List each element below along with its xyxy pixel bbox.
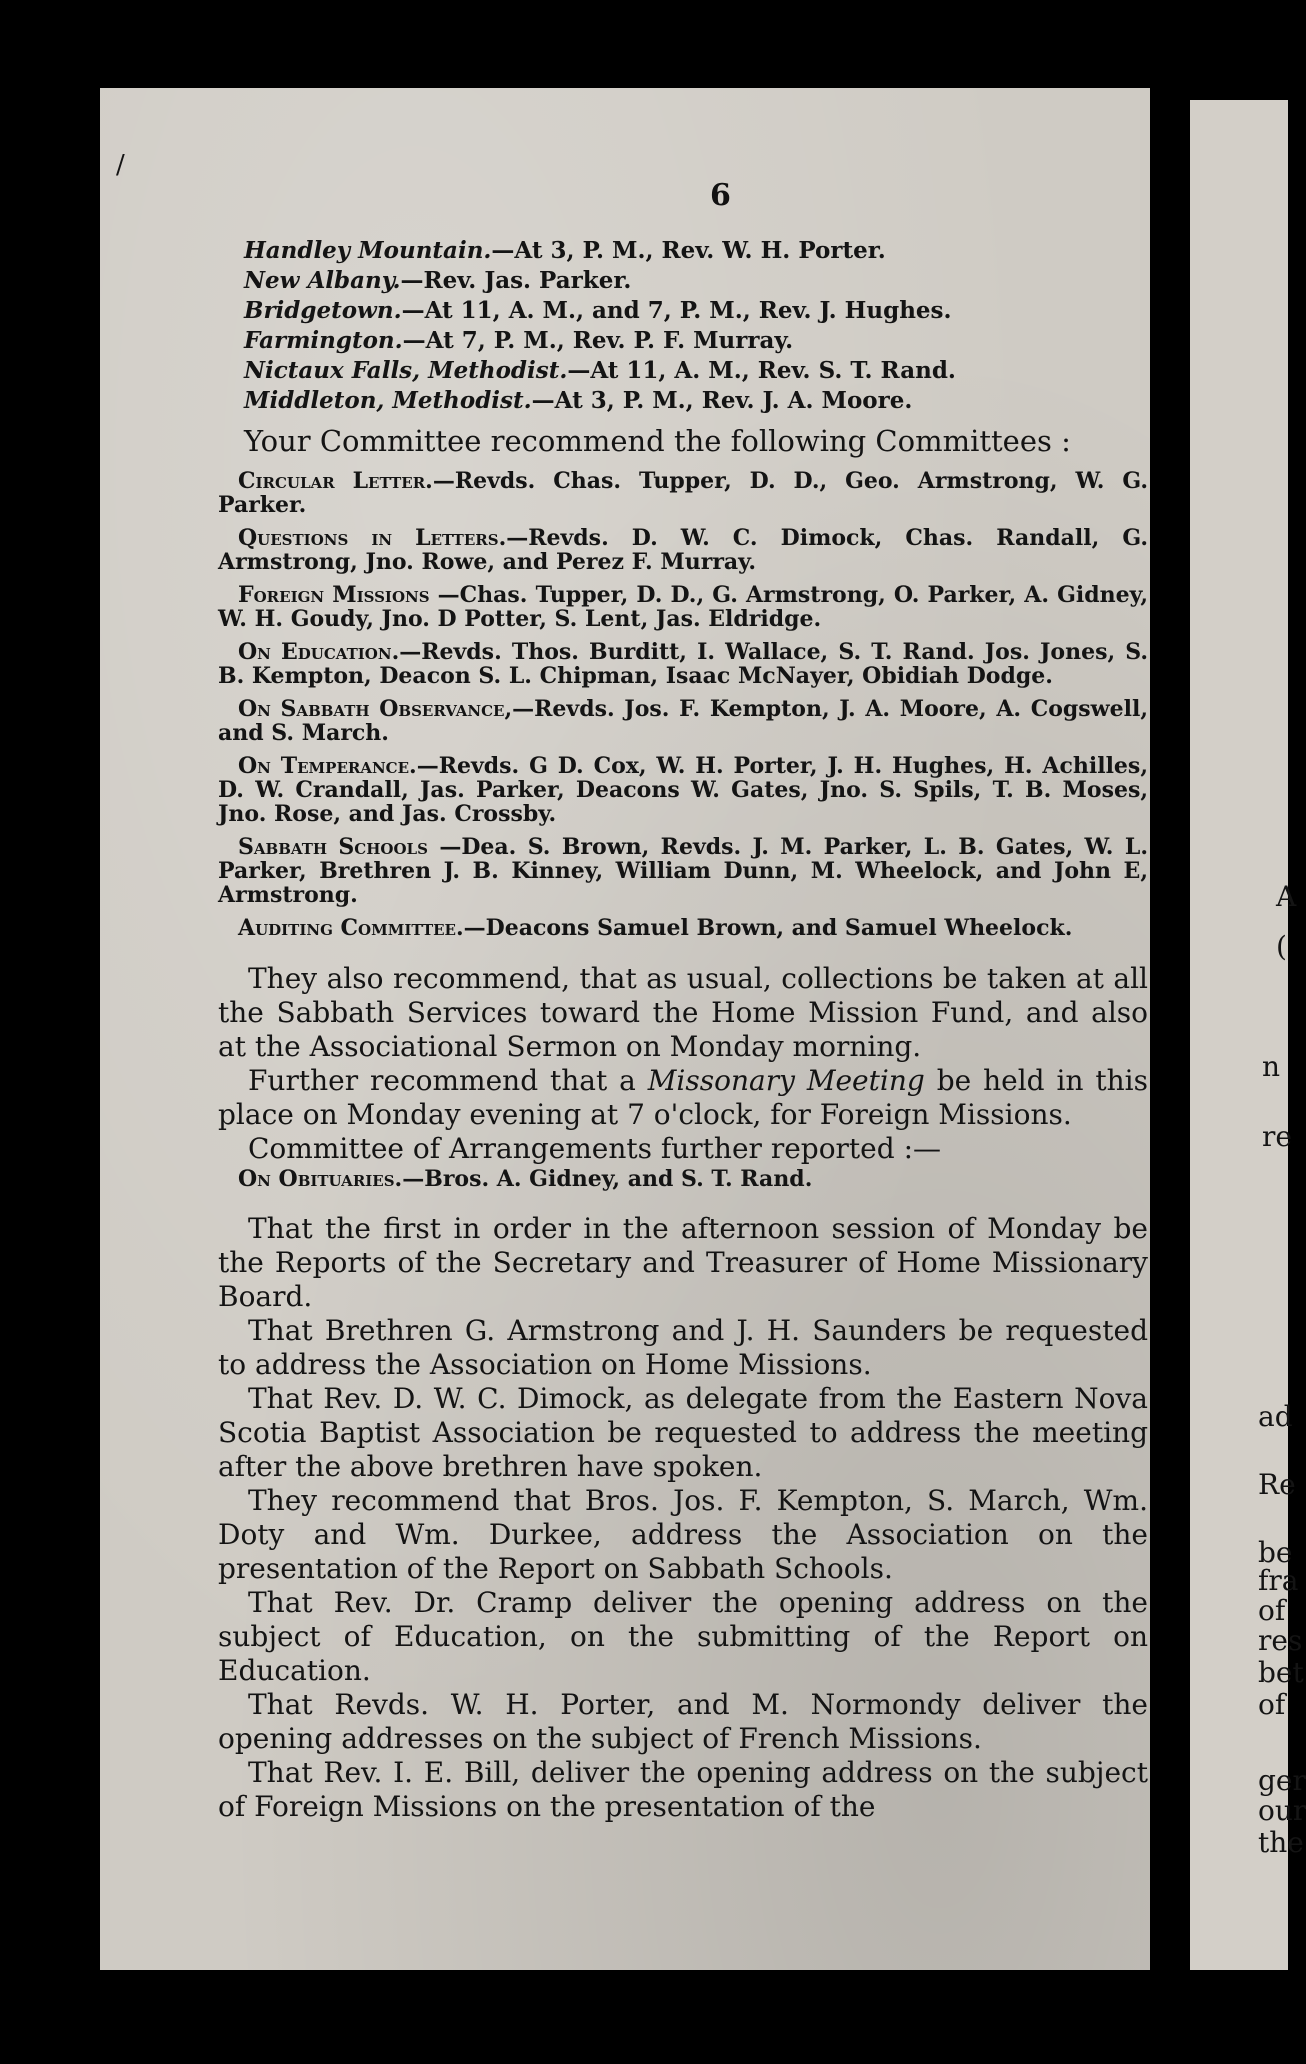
collections-paragraph: They also recommend, that as usual, collections be taken at all the Sabbath Services toward the Home Mission Fund, and also at the Associational Sermon on Monday morning. <box>218 962 1148 1063</box>
arrangement-paragraph: That Rev. D. W. C. Dimock, as delegate from the Eastern Nova Scotia Baptist Association be requested to address the meeting after the above brethren have spoken. <box>218 1382 1148 1483</box>
committee-entry: Questions in Letters.—Revds. D. W. C. Dimock, Chas. Randall, G. Armstrong, Jno. Rowe, and Perez F. Murray. <box>218 525 1149 575</box>
adjacent-page-fragment: ad <box>1258 1400 1293 1433</box>
schedule-entry: Bridgetown.—At 11, A. M., and 7, P. M., Rev. J. Hughes. <box>244 297 952 324</box>
schedule-entry: Nictaux Falls, Methodist.—At 11, A. M., Rev. S. T. Rand. <box>244 357 956 384</box>
adjacent-page-fragment: of <box>1258 1688 1286 1721</box>
adjacent-page-fragment: fra <box>1258 1564 1299 1597</box>
committee-entry: Foreign Missions —Chas. Tupper, D. D., G. Armstrong, O. Parker, A. Gidney, W. H. Goudy, Jno. D Potter, S. Lent, Jas. Eldridge. <box>218 582 1148 632</box>
committee-entry: On Temperance.—Revds. G D. Cox, W. H. Porter, J. H. Hughes, H. Achilles, D. W. Crandall, Jas. Parker, Deacons W. Gates, Jno. S. Spils, T. B. Moses, Jno. Rose, and Jas. Crossby. <box>218 753 1148 827</box>
adjacent-page-fragment: n <box>1262 1050 1281 1083</box>
adjacent-page-fragment: be <box>1258 1536 1293 1569</box>
missionary-meeting-paragraph: Further recommend that a Missonary Meeting be held in this place on Monday evening at 7 o'clock, for Foreign Missions. <box>218 1064 1148 1131</box>
schedule-entry: Farmington.—At 7, P. M., Rev. P. F. Murray. <box>244 327 794 354</box>
page-number: 6 <box>710 178 731 213</box>
arrangement-paragraph: That Revds. W. H. Porter, and M. Normondy deliver the opening addresses on the subject of French Missions. <box>218 1688 1148 1755</box>
committee-entry: Circular Letter.—Revds. Chas. Tupper, D. D., Geo. Armstrong, W. G. Parker. <box>218 468 1148 518</box>
obituaries-committee: On Obituaries.—Bros. A. Gidney, and S. T. Rand. <box>238 1166 813 1192</box>
schedule-entry: Middleton, Methodist.—At 3, P. M., Rev. J. A. Moore. <box>244 387 913 414</box>
arrangement-paragraph: That Rev. I. E. Bill, deliver the opening address on the subject of Foreign Missions on the presentation of the <box>218 1756 1148 1823</box>
arrangement-paragraph: That Brethren G. Armstrong and J. H. Saunders be requested to address the Association on Home Missions. <box>218 1314 1148 1381</box>
committee-list <box>218 469 1148 940</box>
schedule-entry: New Albany.—Rev. Jas. Parker. <box>244 267 632 294</box>
adjacent-page-fragment: res <box>1258 1624 1303 1657</box>
preaching-schedule <box>218 236 1148 416</box>
adjacent-page-fragment: Re <box>1258 1468 1296 1501</box>
committee-entry: Auditing Committee.—Deacons Samuel Brown, and Samuel Wheelock. <box>238 915 1073 941</box>
arrangement-paragraph: They recommend that Bros. Jos. F. Kempton, S. March, Wm. Doty and Wm. Durkee, address the Association on the presentation of the Report on Sabbath Schools. <box>218 1484 1148 1585</box>
margin-mark: / <box>116 150 125 180</box>
adjacent-page-fragment: ger <box>1258 1764 1306 1797</box>
arrangements-heading: Committee of Arrangements further reported :— <box>248 1132 942 1165</box>
arrangement-paragraph: That Rev. Dr. Cramp deliver the opening address on the subject of Education, on the submitting of the Report on Education. <box>218 1586 1148 1687</box>
schedule-entry: Handley Mountain.—At 3, P. M., Rev. W. H. Porter. <box>244 237 886 264</box>
committee-entry: On Sabbath Observance,—Revds. Jos. F. Kempton, J. A. Moore, A. Cogswell, and S. March. <box>218 696 1148 746</box>
committees-heading: Your Committee recommend the following Committees : <box>244 424 1071 458</box>
adjacent-page-fragment: of <box>1258 1594 1286 1627</box>
committee-entry: On Education.—Revds. Thos. Burditt, I. Wallace, S. T. Rand. Jos. Jones, S. B. Kempton, Deacon S. L. Chipman, Isaac McNayer, Obidiah Dodge. <box>218 639 1148 689</box>
adjacent-page-edge <box>1190 100 1306 1970</box>
arrangement-paragraph: That the first in order in the afternoon session of Monday be the Reports of the Secretary and Treasurer of Home Missionary Board. <box>218 1212 1148 1313</box>
adjacent-page-fragment: our <box>1258 1794 1306 1827</box>
adjacent-page-fragment: the <box>1258 1826 1304 1859</box>
adjacent-page-fragment: bet <box>1258 1656 1304 1689</box>
adjacent-page-fragment: A <box>1276 880 1297 913</box>
scanned-page <box>100 88 1150 1970</box>
adjacent-page-fragment: re <box>1262 1120 1292 1153</box>
committee-entry: Sabbath Schools —Dea. S. Brown, Revds. J. M. Parker, L. B. Gates, W. L. Parker, Brethren J. B. Kinney, William Dunn, M. Wheelock, and John E, Armstrong. <box>218 834 1148 908</box>
adjacent-page-fragment: ( <box>1276 930 1287 963</box>
page-content <box>218 236 1148 1824</box>
